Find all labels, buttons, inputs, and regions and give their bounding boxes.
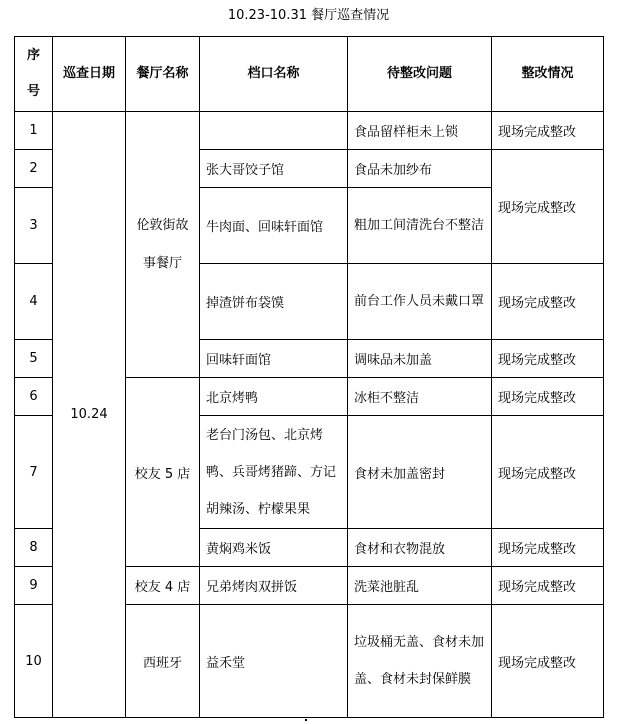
header-seq-text: 序号	[26, 48, 40, 99]
cell-stall: 掉渣饼布袋馍	[200, 264, 348, 340]
cell-status: 现场完成整改	[492, 264, 604, 340]
cell-stall: 益禾堂	[200, 605, 348, 718]
cell-status: 现场完成整改	[492, 416, 604, 529]
cell-stall: 张大哥饺子馆	[200, 150, 348, 188]
cell-issue: 粗加工间清洗台不整洁	[348, 188, 492, 264]
cell-stall: 牛肉面、回味轩面馆	[200, 188, 348, 264]
cell-seq: 7	[15, 416, 53, 529]
cell-issue: 洗菜池脏乱	[348, 567, 492, 605]
cell-seq: 3	[15, 188, 53, 264]
inspection-table	[14, 36, 604, 718]
cell-seq: 6	[15, 378, 53, 416]
cell-issue: 食品留样柜未上锁	[348, 112, 492, 150]
cell-status: 现场完成整改	[492, 340, 604, 378]
cell-seq: 9	[15, 567, 53, 605]
restaurant-name: 伦敦街故事餐厅	[136, 217, 189, 271]
header-date: 巡查日期	[53, 37, 126, 112]
cell-issue: 垃圾桶无盖、食材未加盖、食材未封保鲜膜	[348, 605, 492, 718]
cell-restaurant: 西班牙	[126, 605, 200, 718]
cell-status: 现场完成整改	[492, 567, 604, 605]
cell-issue: 食材未加盖密封	[348, 416, 492, 529]
cell-seq: 1	[15, 112, 53, 150]
cell-status: 现场完成整改	[492, 378, 604, 416]
header-restaurant: 餐厅名称	[126, 37, 200, 112]
header-seq	[15, 37, 53, 112]
cell-stall: 回味轩面馆	[200, 340, 348, 378]
cell-restaurant: 校友 5 店	[126, 378, 200, 567]
cell-stall: 老台门汤包、北京烤鸭、兵哥烤猪蹄、方记胡辣汤、柠檬果果	[200, 416, 348, 529]
cell-status: 现场完成整改	[492, 605, 604, 718]
cell-date: 10.24	[53, 112, 126, 718]
cell-status: 现场完成整改	[492, 529, 604, 567]
header-stall: 档口名称	[200, 37, 348, 112]
cell-issue: 调味品未加盖	[348, 340, 492, 378]
cell-restaurant	[126, 112, 200, 378]
header-status: 整改情况	[492, 37, 604, 112]
cell-stall: 黄焖鸡米饭	[200, 529, 348, 567]
cell-issue: 食品未加纱布	[348, 150, 492, 188]
cell-issue: 冰柜不整洁	[348, 378, 492, 416]
cell-seq: 4	[15, 264, 53, 340]
cell-stall: 北京烤鸭	[200, 378, 348, 416]
cell-stall	[200, 112, 348, 150]
page-footer-mark	[305, 719, 307, 721]
cell-issue: 食材和衣物混放	[348, 529, 492, 567]
cell-stall: 兄弟烤肉双拼饭	[200, 567, 348, 605]
cell-seq: 10	[15, 605, 53, 718]
cell-seq: 5	[15, 340, 53, 378]
cell-seq: 2	[15, 150, 53, 188]
cell-seq: 8	[15, 529, 53, 567]
page-title: 10.23-10.31 餐厅巡查情况	[227, 8, 390, 23]
cell-status: 现场完成整改	[492, 112, 604, 150]
cell-issue: 前台工作人员未戴口罩	[348, 264, 492, 340]
header-issue: 待整改问题	[348, 37, 492, 112]
table-row	[15, 112, 604, 150]
cell-status: 现场完成整改	[492, 150, 604, 264]
table-header-row	[15, 37, 604, 112]
cell-restaurant: 校友 4 店	[126, 567, 200, 605]
